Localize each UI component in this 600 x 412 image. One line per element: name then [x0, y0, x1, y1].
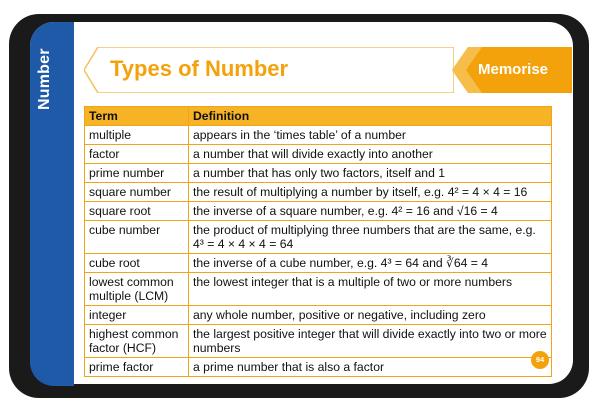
table-row: [85, 306, 552, 325]
table-row: [85, 221, 552, 254]
definition-cell: appears in the ‘times table’ of a number: [189, 126, 552, 145]
definition-cell: the lowest integer that is a multiple of two or more numbers: [189, 273, 552, 306]
term-cell: factor: [85, 145, 189, 164]
column-header-definition: Definition: [189, 107, 552, 126]
table-row: [85, 202, 552, 221]
definition-cell: a number that has only two factors, itself and 1: [189, 164, 552, 183]
table-row: [85, 358, 552, 377]
table-header-row: [85, 107, 552, 126]
definition-cell: the largest positive integer that will divide exactly into two or more numbers: [189, 325, 552, 358]
page-title: Types of Number: [110, 56, 289, 81]
definition-cell: the result of multiplying a number by itself, e.g. 4² = 4 × 4 = 16: [189, 183, 552, 202]
term-cell: integer: [85, 306, 189, 325]
page-number-badge: 94: [531, 351, 549, 369]
glossary-table: [84, 106, 552, 377]
definition-cell: the inverse of a cube number, e.g. 4³ = 64 and ∛64 = 4: [189, 254, 552, 273]
term-cell: cube root: [85, 254, 189, 273]
memorise-label: Memorise: [478, 61, 549, 78]
term-cell: lowest common multiple (LCM): [85, 273, 189, 306]
term-cell: cube number: [85, 221, 189, 254]
term-cell: square number: [85, 183, 189, 202]
definition-cell: the inverse of a square number, e.g. 4² = 16 and √16 = 4: [189, 202, 552, 221]
term-cell: highest common factor (HCF): [85, 325, 189, 358]
table-row: [85, 325, 552, 358]
table-row: [85, 145, 552, 164]
definition-cell: the product of multiplying three numbers that are the same, e.g. 4³ = 4 × 4 × 4 = 64: [189, 221, 552, 254]
term-cell: prime factor: [85, 358, 189, 377]
definition-cell: a number that will divide exactly into another: [189, 145, 552, 164]
term-cell: multiple: [85, 126, 189, 145]
sidebar-label: Number: [36, 48, 53, 110]
table-row: [85, 183, 552, 202]
table-row: [85, 164, 552, 183]
definition-cell: a prime number that is also a factor: [189, 358, 552, 377]
column-header-term: Term: [85, 107, 189, 126]
term-cell: prime number: [85, 164, 189, 183]
table-row: [85, 273, 552, 306]
table-row: [85, 126, 552, 145]
term-cell: square root: [85, 202, 189, 221]
table-row: [85, 254, 552, 273]
definition-cell: any whole number, positive or negative, including zero: [189, 306, 552, 325]
